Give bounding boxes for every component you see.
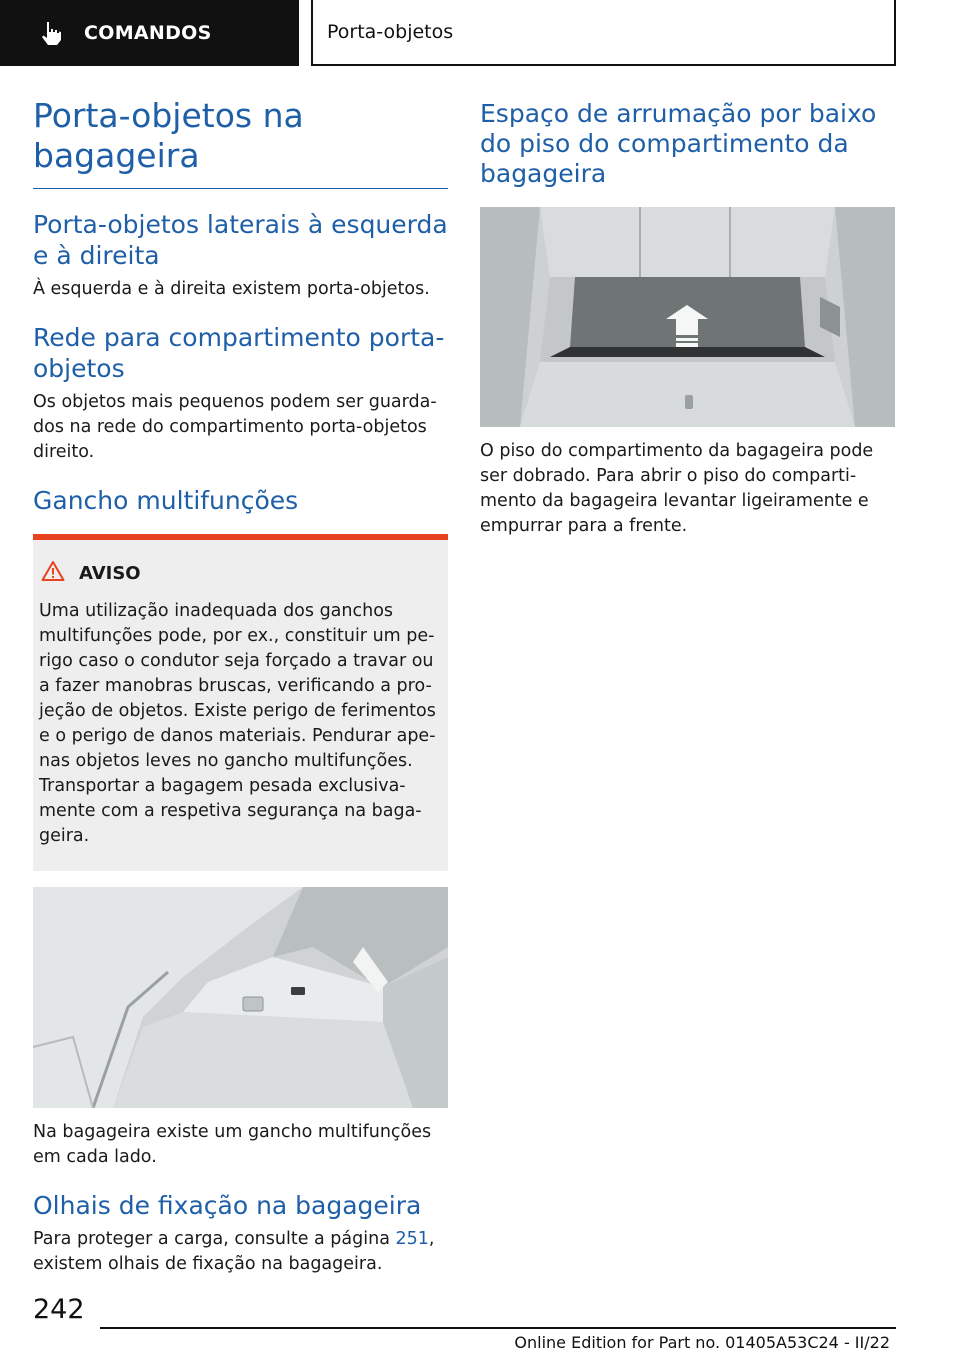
page-number: 242 <box>33 1294 85 1325</box>
multifunction-hook-photo <box>33 887 448 1108</box>
underfloor-storage-text: O piso do compartimento da bagageira pode ser dobrado. Para abrir o piso do comparti-mento da bagageira levantar ligeiramente e empurrar para a frente. <box>480 441 874 536</box>
section-title-tie-down-eyes: Olhais de fixação na bagageira <box>33 1191 422 1220</box>
warning-box <box>33 534 448 871</box>
header-topic-tab <box>311 0 896 66</box>
warning-header <box>41 560 438 587</box>
section-title-storage-net: Rede para compartimento porta-objetos <box>33 323 445 383</box>
header-section-tab <box>0 0 299 66</box>
section-text-storage-net: Os objetos mais pequenos podem ser guarda-dos na rede do compartimento porta-objetos direito. <box>33 392 437 462</box>
right-column <box>480 96 895 539</box>
header-section-label: COMANDOS <box>84 22 212 44</box>
warning-text: Uma utilização inadequada dos ganchos multifunções pode, por ex., constituir um pe-rigo caso o condutor seja forçado a travar ou a fazer manobras bruscas, verificando a pro-jeção de objetos. Existe perigo de ferimentos e o perigo de danos materiais. Pendurar ape-nas objetos leves no gancho multifunções. Transportar a bagagem pesada exclusiva-mente com a respetiva segurança na baga-geira. <box>39 601 436 846</box>
section-title-multifunction-hook: Gancho multifunções <box>33 486 299 515</box>
luggage-floor-photo <box>480 207 895 427</box>
section-text-tie-down-eyes <box>33 1227 448 1277</box>
tie-down-text-before: Para proteger a carga, consulte a página <box>33 1229 396 1249</box>
page-reference-link[interactable]: 251 <box>395 1229 429 1249</box>
warning-triangle-icon <box>41 560 65 587</box>
photo-caption-hook: Na bagageira existe um gancho multifunções em cada lado. <box>33 1122 432 1167</box>
section-title-side-storage: Porta-objetos laterais à esquerda e à direita <box>33 210 448 270</box>
section-title-underfloor-storage: Espaço de arrumação por baixo do piso do compartimento da bagageira <box>480 99 877 188</box>
left-column <box>33 96 448 1277</box>
header-topic-label: Porta-objetos <box>327 21 454 43</box>
tie-down-text-after: , existem olhais de fixação na bagageira. <box>33 1229 435 1274</box>
hand-pointer-icon <box>34 16 68 50</box>
warning-label: AVISO <box>79 563 141 584</box>
footer-edition: Online Edition for Part no. 01405A53C24 - II/22 <box>514 1333 890 1352</box>
section-text-side-storage: À esquerda e à direita existem porta-objetos. <box>33 279 430 299</box>
page-title: Porta-objetos na bagageira <box>33 96 448 189</box>
footer-divider <box>100 1327 896 1329</box>
